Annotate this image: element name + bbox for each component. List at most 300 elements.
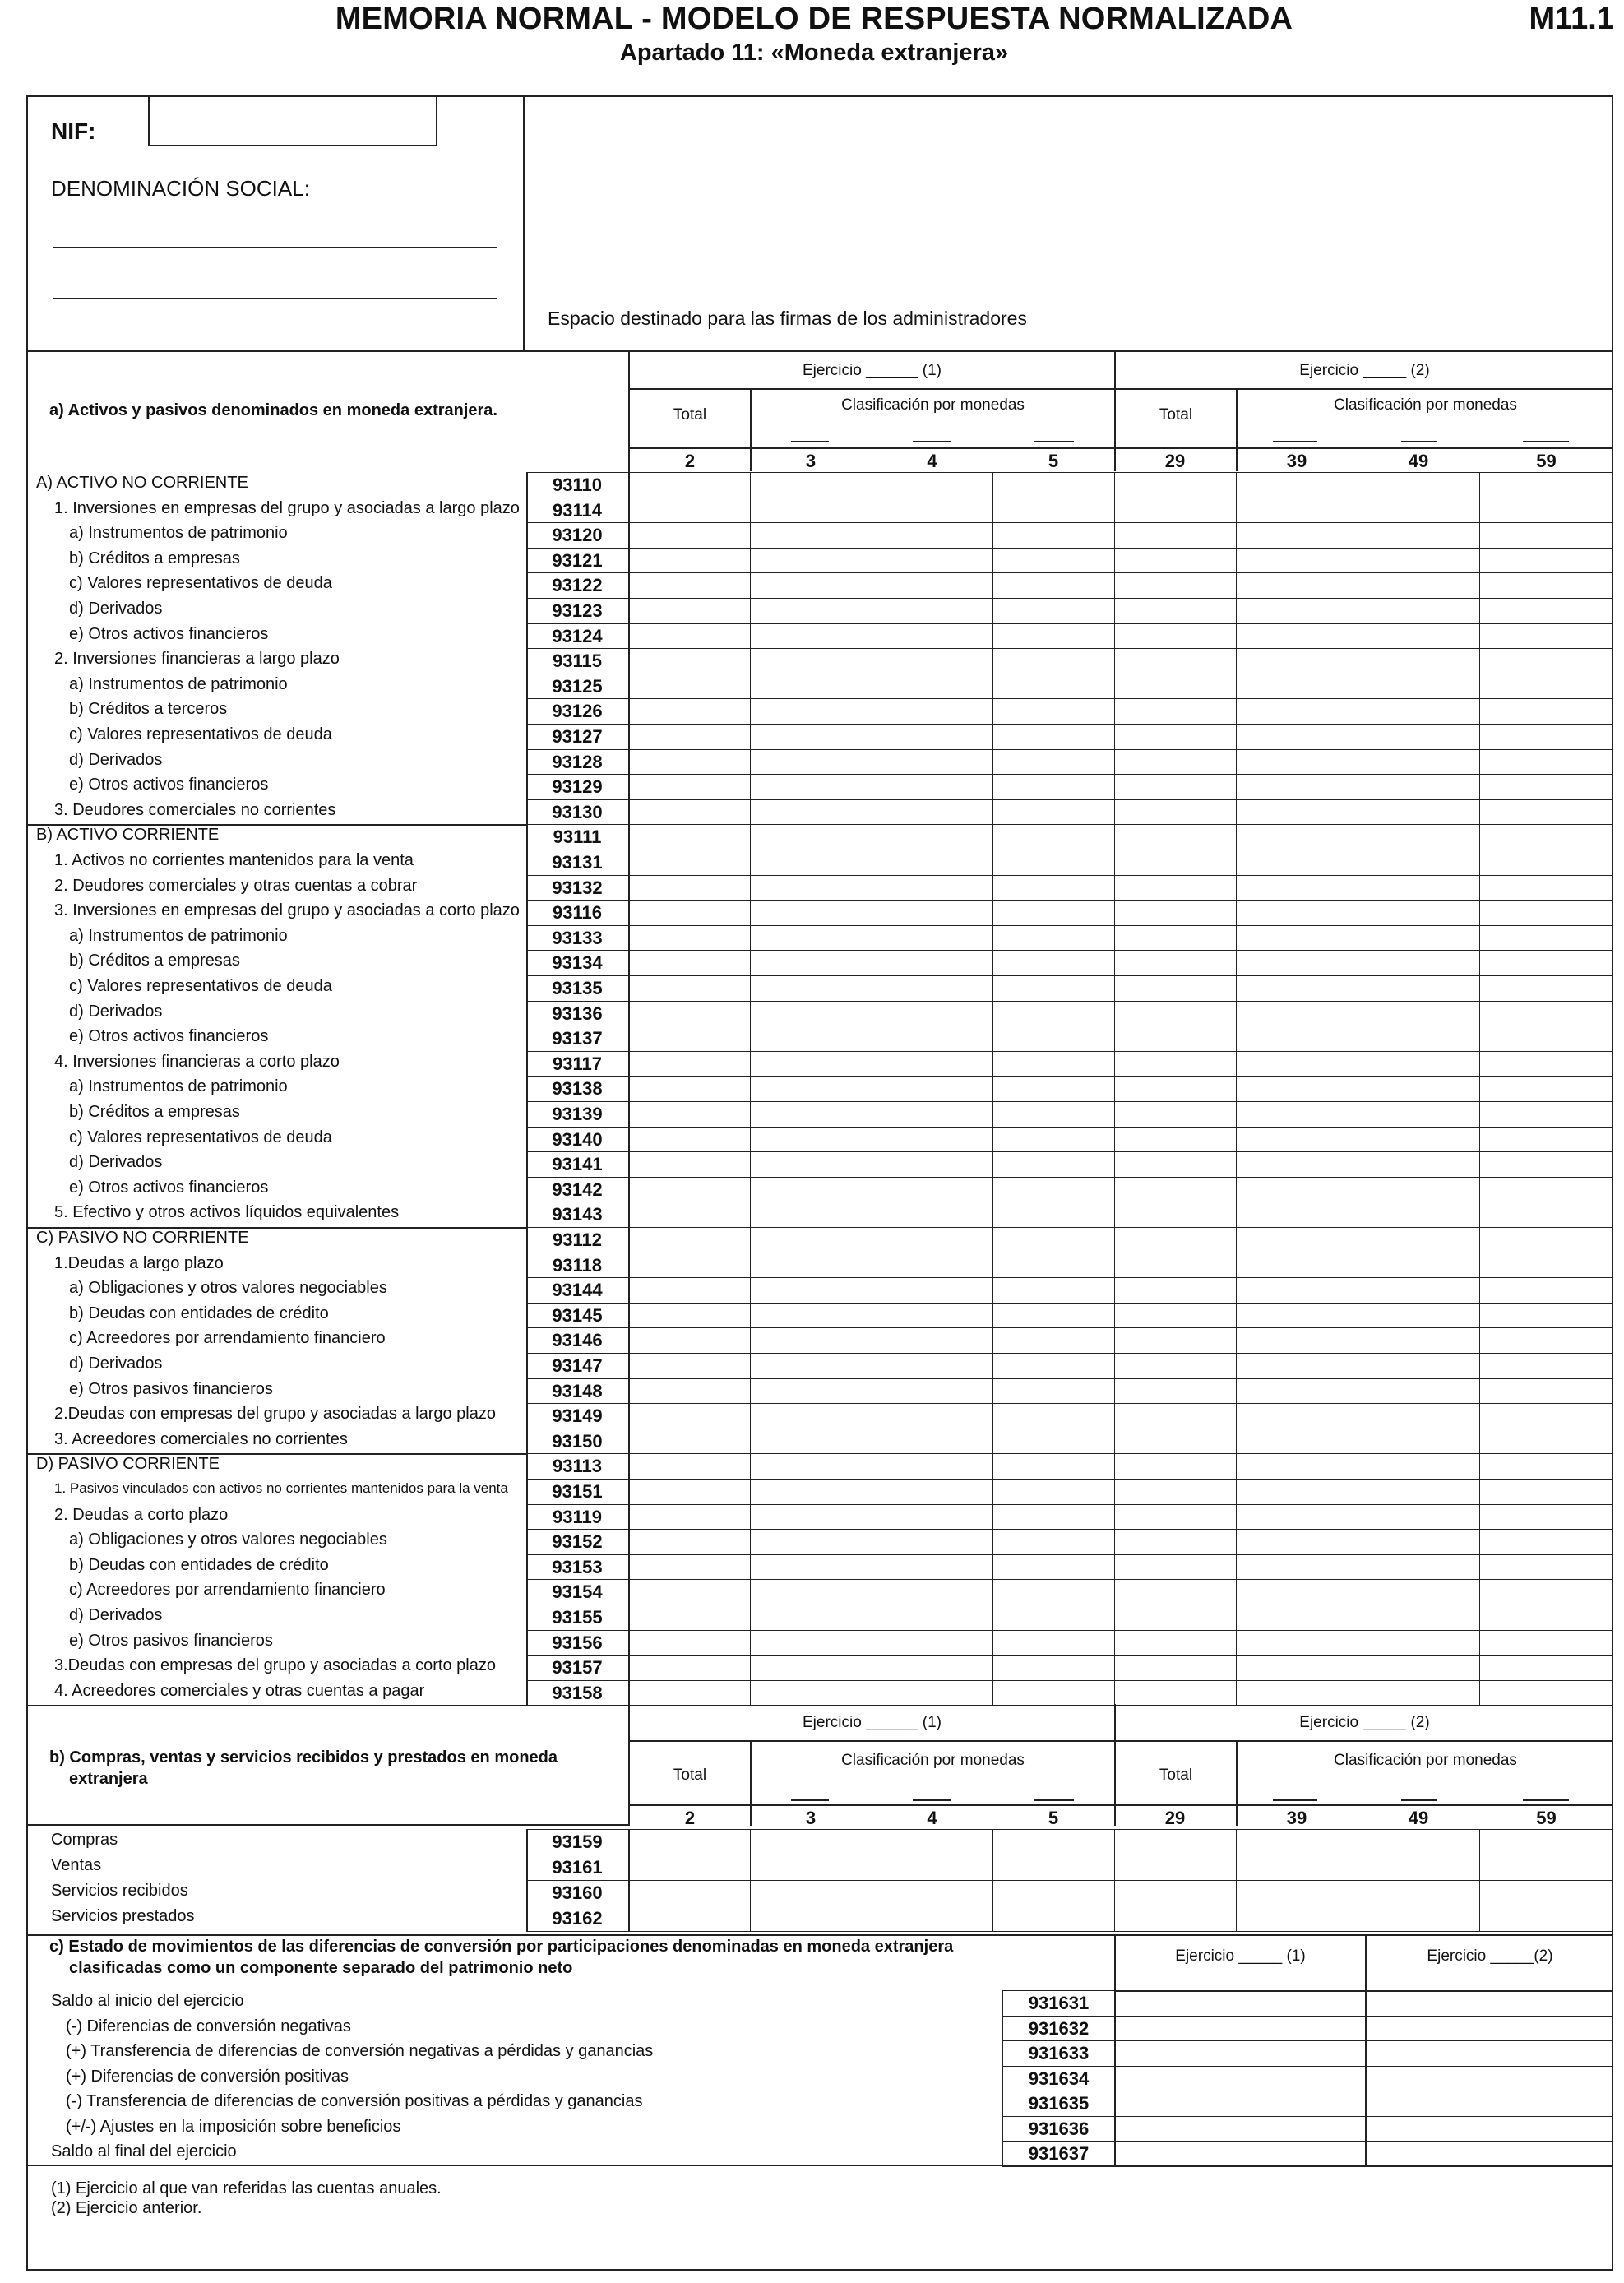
section-a-input-cell[interactable]: [1114, 1303, 1236, 1328]
section-a-input-cell[interactable]: [1114, 774, 1236, 799]
section-b-input-cell[interactable]: [872, 1906, 992, 1931]
section-a-input-cell[interactable]: [1236, 1453, 1358, 1479]
section-a-input-cell[interactable]: [1236, 1630, 1358, 1656]
section-a-input-cell[interactable]: [872, 850, 992, 875]
section-a-input-cell[interactable]: [992, 1453, 1114, 1479]
section-a-input-cell[interactable]: [1479, 1277, 1613, 1303]
section-a-input-cell[interactable]: [1236, 623, 1358, 649]
section-a-input-cell[interactable]: [872, 749, 992, 775]
section-a-input-cell[interactable]: [1236, 1429, 1358, 1454]
section-a-input-cell[interactable]: [992, 1680, 1114, 1706]
section-a-input-cell[interactable]: [630, 522, 750, 548]
section-a-input-cell[interactable]: [630, 1504, 750, 1530]
section-a-input-cell[interactable]: [1236, 698, 1358, 724]
section-c-input-cell[interactable]: [1367, 2016, 1613, 2041]
section-a-input-cell[interactable]: [1358, 774, 1479, 799]
section-a-input-cell[interactable]: [872, 900, 992, 925]
section-a-input-cell[interactable]: [1236, 648, 1358, 674]
denominacion-line-1[interactable]: [53, 247, 497, 248]
section-a-input-cell[interactable]: [872, 1151, 992, 1177]
section-a-input-cell[interactable]: [1479, 850, 1613, 875]
section-a-input-cell[interactable]: [1236, 774, 1358, 799]
section-a-input-cell[interactable]: [1358, 1051, 1479, 1077]
section-a-input-cell[interactable]: [992, 498, 1114, 523]
section-a-input-cell[interactable]: [872, 1579, 992, 1605]
section-b-input-cell[interactable]: [872, 1880, 992, 1906]
section-a-input-cell[interactable]: [750, 1001, 872, 1026]
section-c-input-cell[interactable]: [1116, 2141, 1365, 2166]
section-a-input-cell[interactable]: [630, 1303, 750, 1328]
section-a-input-cell[interactable]: [1358, 1403, 1479, 1429]
section-a-input-cell[interactable]: [1236, 1177, 1358, 1202]
section-a-input-cell[interactable]: [1236, 572, 1358, 598]
section-a-input-cell[interactable]: [992, 1001, 1114, 1026]
section-a-input-cell[interactable]: [630, 1177, 750, 1202]
section-a-input-cell[interactable]: [1114, 975, 1236, 1001]
section-a-input-cell[interactable]: [1114, 749, 1236, 775]
section-a-input-cell[interactable]: [992, 1277, 1114, 1303]
section-a-input-cell[interactable]: [872, 1177, 992, 1202]
section-a-input-cell[interactable]: [1358, 724, 1479, 749]
section-a-input-cell[interactable]: [630, 1403, 750, 1429]
section-a-input-cell[interactable]: [872, 799, 992, 825]
section-a-input-cell[interactable]: [1236, 1504, 1358, 1530]
section-a-input-cell[interactable]: [1236, 1151, 1358, 1177]
section-a-input-cell[interactable]: [1236, 522, 1358, 548]
section-c-input-cell[interactable]: [1367, 2141, 1613, 2166]
section-a-input-cell[interactable]: [1114, 698, 1236, 724]
section-a-input-cell[interactable]: [1114, 572, 1236, 598]
section-a-input-cell[interactable]: [992, 1303, 1114, 1328]
section-a-input-cell[interactable]: [1479, 1605, 1613, 1630]
section-a-input-cell[interactable]: [1479, 875, 1613, 901]
section-a-input-cell[interactable]: [1114, 1655, 1236, 1680]
section-a-input-cell[interactable]: [630, 1453, 750, 1479]
section-a-input-cell[interactable]: [872, 875, 992, 901]
section-c-input-cell[interactable]: [1367, 2091, 1613, 2116]
section-a-input-cell[interactable]: [1114, 1429, 1236, 1454]
section-a-input-cell[interactable]: [750, 1026, 872, 1051]
section-a-input-cell[interactable]: [630, 1429, 750, 1454]
section-a-input-cell[interactable]: [750, 1202, 872, 1227]
section-a-input-cell[interactable]: [1358, 1303, 1479, 1328]
section-a-input-cell[interactable]: [1479, 522, 1613, 548]
section-a-input-cell[interactable]: [872, 572, 992, 598]
section-a-input-cell[interactable]: [1236, 1529, 1358, 1554]
section-a-input-cell[interactable]: [630, 875, 750, 901]
section-a-input-cell[interactable]: [1114, 1680, 1236, 1706]
section-a-input-cell[interactable]: [1236, 498, 1358, 523]
section-a-input-cell[interactable]: [1358, 1101, 1479, 1127]
section-a-input-cell[interactable]: [1358, 950, 1479, 975]
section-b-input-cell[interactable]: [1358, 1880, 1479, 1906]
section-a-input-cell[interactable]: [750, 1453, 872, 1479]
section-a-input-cell[interactable]: [750, 1403, 872, 1429]
section-a-input-cell[interactable]: [1114, 824, 1236, 850]
section-a-input-cell[interactable]: [1358, 1177, 1479, 1202]
section-a-input-cell[interactable]: [1236, 950, 1358, 975]
section-a-input-cell[interactable]: [1114, 1101, 1236, 1127]
section-a-input-cell[interactable]: [872, 1001, 992, 1026]
section-a-input-cell[interactable]: [872, 623, 992, 649]
section-a-input-cell[interactable]: [1479, 1051, 1613, 1077]
section-a-input-cell[interactable]: [1236, 472, 1358, 498]
section-a-input-cell[interactable]: [1114, 724, 1236, 749]
section-a-input-cell[interactable]: [1236, 1554, 1358, 1580]
section-a-input-cell[interactable]: [630, 548, 750, 573]
section-a-input-cell[interactable]: [1479, 1177, 1613, 1202]
section-a-input-cell[interactable]: [1236, 1680, 1358, 1706]
section-a-input-cell[interactable]: [1114, 1504, 1236, 1530]
section-a-input-cell[interactable]: [1479, 975, 1613, 1001]
section-a-input-cell[interactable]: [872, 1529, 992, 1554]
section-a-input-cell[interactable]: [750, 1630, 872, 1656]
section-a-input-cell[interactable]: [992, 472, 1114, 498]
section-c-input-cell[interactable]: [1116, 2091, 1365, 2116]
section-a-input-cell[interactable]: [630, 850, 750, 875]
section-a-input-cell[interactable]: [1358, 1327, 1479, 1353]
section-b-input-cell[interactable]: [1479, 1855, 1613, 1880]
section-a-input-cell[interactable]: [1114, 598, 1236, 623]
section-a-input-cell[interactable]: [992, 1177, 1114, 1202]
section-a-input-cell[interactable]: [1479, 774, 1613, 799]
section-a-input-cell[interactable]: [1114, 1227, 1236, 1253]
section-a-input-cell[interactable]: [1358, 1554, 1479, 1580]
section-a-input-cell[interactable]: [872, 1504, 992, 1530]
section-a-input-cell[interactable]: [1479, 598, 1613, 623]
section-a-input-cell[interactable]: [1114, 1453, 1236, 1479]
section-a-input-cell[interactable]: [1479, 1680, 1613, 1706]
section-a-input-cell[interactable]: [1479, 623, 1613, 649]
section-a-input-cell[interactable]: [1114, 1151, 1236, 1177]
section-b-input-cell[interactable]: [1236, 1829, 1358, 1855]
section-a-input-cell[interactable]: [872, 950, 992, 975]
section-a-input-cell[interactable]: [992, 1101, 1114, 1127]
section-a-input-cell[interactable]: [992, 850, 1114, 875]
section-a-input-cell[interactable]: [1358, 900, 1479, 925]
section-a-input-cell[interactable]: [1236, 1253, 1358, 1278]
section-a-input-cell[interactable]: [872, 1554, 992, 1580]
section-a-input-cell[interactable]: [1358, 1277, 1479, 1303]
section-a-input-cell[interactable]: [992, 1504, 1114, 1530]
section-a-input-cell[interactable]: [992, 648, 1114, 674]
section-a-input-cell[interactable]: [1114, 1605, 1236, 1630]
section-a-input-cell[interactable]: [872, 1429, 992, 1454]
section-a-input-cell[interactable]: [1358, 1353, 1479, 1378]
section-a-input-cell[interactable]: [1358, 1227, 1479, 1253]
section-a-input-cell[interactable]: [992, 1630, 1114, 1656]
section-a-input-cell[interactable]: [1479, 1127, 1613, 1152]
section-a-input-cell[interactable]: [1358, 1253, 1479, 1278]
section-a-input-cell[interactable]: [992, 1655, 1114, 1680]
section-a-input-cell[interactable]: [1236, 1403, 1358, 1429]
section-a-input-cell[interactable]: [872, 1051, 992, 1077]
section-a-input-cell[interactable]: [1479, 749, 1613, 775]
section-b-input-cell[interactable]: [992, 1829, 1114, 1855]
section-b-input-cell[interactable]: [1358, 1829, 1479, 1855]
section-a-input-cell[interactable]: [750, 1277, 872, 1303]
section-a-input-cell[interactable]: [1236, 749, 1358, 775]
section-a-input-cell[interactable]: [630, 1378, 750, 1404]
section-a-input-cell[interactable]: [630, 648, 750, 674]
section-a-input-cell[interactable]: [872, 698, 992, 724]
section-a-input-cell[interactable]: [630, 1227, 750, 1253]
section-a-input-cell[interactable]: [630, 724, 750, 749]
section-a-input-cell[interactable]: [630, 698, 750, 724]
section-a-input-cell[interactable]: [992, 1605, 1114, 1630]
section-a-input-cell[interactable]: [872, 774, 992, 799]
section-a-input-cell[interactable]: [1479, 1353, 1613, 1378]
section-a-input-cell[interactable]: [872, 1630, 992, 1656]
section-a-input-cell[interactable]: [630, 498, 750, 523]
section-a-input-cell[interactable]: [992, 824, 1114, 850]
section-a-input-cell[interactable]: [1114, 1630, 1236, 1656]
section-a-input-cell[interactable]: [1236, 1378, 1358, 1404]
section-a-input-cell[interactable]: [630, 472, 750, 498]
section-a-input-cell[interactable]: [1236, 1051, 1358, 1077]
section-a-input-cell[interactable]: [1236, 850, 1358, 875]
section-a-input-cell[interactable]: [872, 1605, 992, 1630]
section-a-input-cell[interactable]: [872, 1327, 992, 1353]
section-b-input-cell[interactable]: [630, 1829, 750, 1855]
section-a-input-cell[interactable]: [1479, 648, 1613, 674]
section-a-input-cell[interactable]: [750, 950, 872, 975]
section-a-input-cell[interactable]: [1479, 1429, 1613, 1454]
section-a-input-cell[interactable]: [630, 774, 750, 799]
nif-field[interactable]: [148, 95, 437, 146]
section-a-input-cell[interactable]: [1358, 925, 1479, 951]
section-a-input-cell[interactable]: [1236, 724, 1358, 749]
section-a-input-cell[interactable]: [1114, 1378, 1236, 1404]
section-a-input-cell[interactable]: [1114, 498, 1236, 523]
section-c-input-cell[interactable]: [1367, 2040, 1613, 2066]
section-a-input-cell[interactable]: [872, 1253, 992, 1278]
section-a-input-cell[interactable]: [630, 799, 750, 825]
section-a-input-cell[interactable]: [1479, 548, 1613, 573]
section-a-input-cell[interactable]: [1236, 1227, 1358, 1253]
section-a-input-cell[interactable]: [992, 1076, 1114, 1101]
section-a-input-cell[interactable]: [1114, 875, 1236, 901]
section-a-input-cell[interactable]: [630, 674, 750, 699]
section-a-input-cell[interactable]: [630, 975, 750, 1001]
section-a-input-cell[interactable]: [750, 875, 872, 901]
section-a-input-cell[interactable]: [872, 498, 992, 523]
section-a-input-cell[interactable]: [1114, 1529, 1236, 1554]
section-a-input-cell[interactable]: [1479, 472, 1613, 498]
section-a-input-cell[interactable]: [872, 598, 992, 623]
section-b-input-cell[interactable]: [630, 1880, 750, 1906]
section-a-input-cell[interactable]: [1236, 799, 1358, 825]
section-a-input-cell[interactable]: [992, 1227, 1114, 1253]
section-a-input-cell[interactable]: [1114, 1579, 1236, 1605]
section-b-input-cell[interactable]: [1358, 1906, 1479, 1931]
section-a-input-cell[interactable]: [1358, 1202, 1479, 1227]
section-a-input-cell[interactable]: [1236, 1579, 1358, 1605]
section-a-input-cell[interactable]: [1479, 824, 1613, 850]
section-a-input-cell[interactable]: [630, 1327, 750, 1353]
section-b-input-cell[interactable]: [1236, 1906, 1358, 1931]
section-b-input-cell[interactable]: [1479, 1906, 1613, 1931]
section-a-input-cell[interactable]: [1114, 1202, 1236, 1227]
section-a-input-cell[interactable]: [750, 925, 872, 951]
section-a-input-cell[interactable]: [872, 1680, 992, 1706]
section-a-input-cell[interactable]: [992, 674, 1114, 699]
section-a-input-cell[interactable]: [630, 1051, 750, 1077]
section-a-input-cell[interactable]: [1358, 850, 1479, 875]
section-a-input-cell[interactable]: [1358, 1076, 1479, 1101]
section-a-input-cell[interactable]: [630, 1353, 750, 1378]
section-c-input-cell[interactable]: [1116, 2066, 1365, 2091]
section-a-input-cell[interactable]: [1358, 749, 1479, 775]
section-a-input-cell[interactable]: [1114, 648, 1236, 674]
section-a-input-cell[interactable]: [1358, 824, 1479, 850]
section-a-input-cell[interactable]: [992, 548, 1114, 573]
section-a-input-cell[interactable]: [1114, 522, 1236, 548]
section-a-input-cell[interactable]: [1114, 850, 1236, 875]
section-a-input-cell[interactable]: [872, 1403, 992, 1429]
section-a-input-cell[interactable]: [750, 1353, 872, 1378]
section-a-input-cell[interactable]: [1479, 1303, 1613, 1328]
section-b-input-cell[interactable]: [1479, 1829, 1613, 1855]
section-a-input-cell[interactable]: [750, 1177, 872, 1202]
section-a-input-cell[interactable]: [630, 1655, 750, 1680]
section-a-input-cell[interactable]: [630, 1026, 750, 1051]
section-c-input-cell[interactable]: [1116, 2040, 1365, 2066]
section-a-input-cell[interactable]: [1358, 522, 1479, 548]
section-a-input-cell[interactable]: [1236, 1101, 1358, 1127]
section-a-input-cell[interactable]: [1236, 548, 1358, 573]
section-a-input-cell[interactable]: [1114, 1327, 1236, 1353]
section-a-input-cell[interactable]: [750, 1051, 872, 1077]
section-b-input-cell[interactable]: [872, 1855, 992, 1880]
section-a-input-cell[interactable]: [992, 799, 1114, 825]
section-a-input-cell[interactable]: [1236, 674, 1358, 699]
section-a-input-cell[interactable]: [1479, 1554, 1613, 1580]
section-a-input-cell[interactable]: [872, 1378, 992, 1404]
section-b-input-cell[interactable]: [992, 1855, 1114, 1880]
section-a-input-cell[interactable]: [1479, 498, 1613, 523]
section-b-input-cell[interactable]: [750, 1855, 872, 1880]
section-a-input-cell[interactable]: [750, 1579, 872, 1605]
section-a-input-cell[interactable]: [872, 648, 992, 674]
section-a-input-cell[interactable]: [750, 522, 872, 548]
section-a-input-cell[interactable]: [1479, 1327, 1613, 1353]
section-a-input-cell[interactable]: [1358, 1429, 1479, 1454]
section-a-input-cell[interactable]: [992, 1479, 1114, 1504]
section-a-input-cell[interactable]: [1358, 1026, 1479, 1051]
section-a-input-cell[interactable]: [1358, 472, 1479, 498]
section-a-input-cell[interactable]: [1358, 1151, 1479, 1177]
section-a-input-cell[interactable]: [1114, 950, 1236, 975]
section-a-input-cell[interactable]: [872, 1303, 992, 1328]
section-a-input-cell[interactable]: [1114, 1253, 1236, 1278]
section-a-input-cell[interactable]: [750, 975, 872, 1001]
section-a-input-cell[interactable]: [1358, 875, 1479, 901]
section-a-input-cell[interactable]: [1236, 824, 1358, 850]
section-b-input-cell[interactable]: [1236, 1855, 1358, 1880]
section-a-input-cell[interactable]: [1358, 548, 1479, 573]
section-a-input-cell[interactable]: [872, 724, 992, 749]
section-a-input-cell[interactable]: [750, 623, 872, 649]
section-a-input-cell[interactable]: [1236, 1605, 1358, 1630]
section-a-input-cell[interactable]: [992, 1026, 1114, 1051]
section-a-input-cell[interactable]: [1358, 1605, 1479, 1630]
section-a-input-cell[interactable]: [1479, 900, 1613, 925]
section-a-input-cell[interactable]: [1479, 1453, 1613, 1479]
section-a-input-cell[interactable]: [872, 1655, 992, 1680]
section-a-input-cell[interactable]: [1479, 724, 1613, 749]
section-a-input-cell[interactable]: [872, 1353, 992, 1378]
section-a-input-cell[interactable]: [630, 749, 750, 775]
section-a-input-cell[interactable]: [630, 925, 750, 951]
section-a-input-cell[interactable]: [630, 1202, 750, 1227]
section-a-input-cell[interactable]: [1479, 1479, 1613, 1504]
section-a-input-cell[interactable]: [1358, 698, 1479, 724]
section-a-input-cell[interactable]: [750, 472, 872, 498]
section-a-input-cell[interactable]: [1479, 1227, 1613, 1253]
section-a-input-cell[interactable]: [1479, 674, 1613, 699]
section-a-input-cell[interactable]: [992, 925, 1114, 951]
section-a-input-cell[interactable]: [992, 875, 1114, 901]
section-a-input-cell[interactable]: [872, 925, 992, 951]
section-a-input-cell[interactable]: [1358, 498, 1479, 523]
section-a-input-cell[interactable]: [1479, 1253, 1613, 1278]
section-a-input-cell[interactable]: [1114, 1353, 1236, 1378]
section-b-input-cell[interactable]: [750, 1829, 872, 1855]
section-a-input-cell[interactable]: [630, 572, 750, 598]
section-a-input-cell[interactable]: [1358, 572, 1479, 598]
section-a-input-cell[interactable]: [992, 749, 1114, 775]
section-c-input-cell[interactable]: [1116, 1990, 1365, 2016]
section-a-input-cell[interactable]: [872, 1076, 992, 1101]
denominacion-line-2[interactable]: [53, 298, 497, 299]
section-a-input-cell[interactable]: [992, 724, 1114, 749]
section-a-input-cell[interactable]: [872, 1479, 992, 1504]
section-a-input-cell[interactable]: [750, 548, 872, 573]
section-a-input-cell[interactable]: [1479, 1076, 1613, 1101]
section-a-input-cell[interactable]: [1479, 1202, 1613, 1227]
section-a-input-cell[interactable]: [1358, 1479, 1479, 1504]
section-a-input-cell[interactable]: [1236, 1479, 1358, 1504]
section-a-input-cell[interactable]: [992, 598, 1114, 623]
section-a-input-cell[interactable]: [1236, 1303, 1358, 1328]
section-a-input-cell[interactable]: [1114, 1001, 1236, 1026]
section-a-input-cell[interactable]: [1236, 1353, 1358, 1378]
section-c-input-cell[interactable]: [1116, 2016, 1365, 2041]
section-a-input-cell[interactable]: [750, 1680, 872, 1706]
section-a-input-cell[interactable]: [872, 1277, 992, 1303]
section-a-input-cell[interactable]: [630, 1605, 750, 1630]
section-b-input-cell[interactable]: [1114, 1880, 1236, 1906]
section-a-input-cell[interactable]: [630, 1630, 750, 1656]
section-a-input-cell[interactable]: [992, 1529, 1114, 1554]
section-b-input-cell[interactable]: [630, 1906, 750, 1931]
section-a-input-cell[interactable]: [992, 1253, 1114, 1278]
section-a-input-cell[interactable]: [872, 1453, 992, 1479]
section-a-input-cell[interactable]: [1358, 1529, 1479, 1554]
section-a-input-cell[interactable]: [630, 1151, 750, 1177]
section-a-input-cell[interactable]: [630, 598, 750, 623]
section-a-input-cell[interactable]: [630, 623, 750, 649]
section-a-input-cell[interactable]: [750, 724, 872, 749]
section-b-input-cell[interactable]: [1114, 1906, 1236, 1931]
section-a-input-cell[interactable]: [1479, 572, 1613, 598]
section-a-input-cell[interactable]: [630, 950, 750, 975]
section-a-input-cell[interactable]: [992, 1353, 1114, 1378]
section-a-input-cell[interactable]: [1479, 698, 1613, 724]
section-a-input-cell[interactable]: [872, 674, 992, 699]
section-a-input-cell[interactable]: [750, 1554, 872, 1580]
